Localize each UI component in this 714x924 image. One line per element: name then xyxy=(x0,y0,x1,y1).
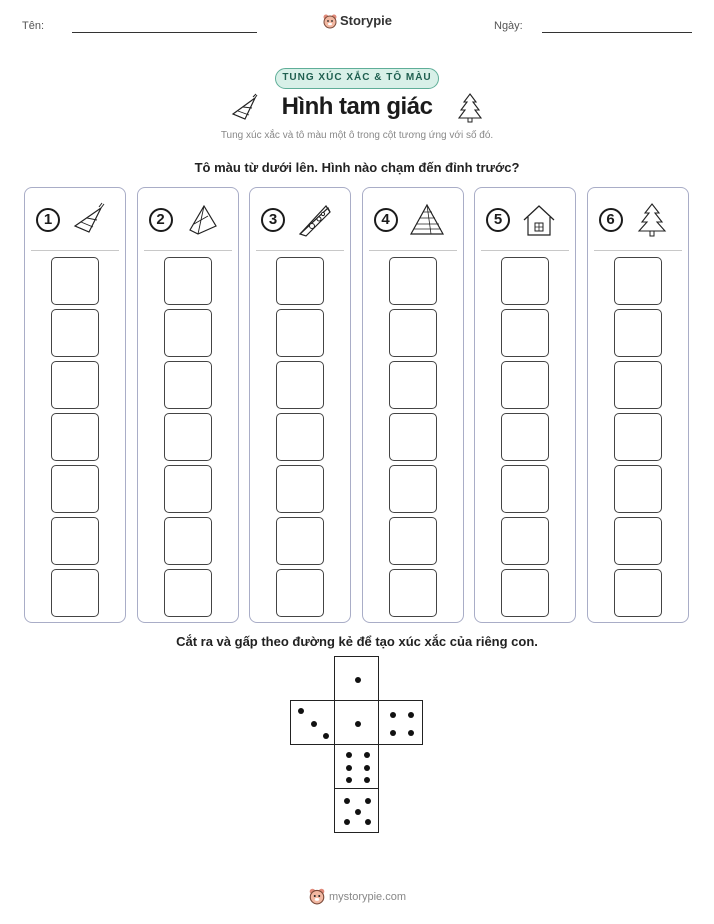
column-number: 3 xyxy=(261,208,285,232)
brand-logo xyxy=(0,13,714,29)
color-box[interactable] xyxy=(276,361,324,409)
color-box[interactable] xyxy=(389,413,437,461)
dice-pip xyxy=(298,708,304,714)
dice-pip xyxy=(355,809,361,815)
column-number: 1 xyxy=(36,208,60,232)
dice-pip xyxy=(311,721,317,727)
color-box[interactable] xyxy=(389,309,437,357)
color-box[interactable] xyxy=(51,465,99,513)
color-box[interactable] xyxy=(276,413,324,461)
column-number: 5 xyxy=(486,208,510,232)
color-box[interactable] xyxy=(614,309,662,357)
column-4 xyxy=(362,187,464,623)
napkin-icon xyxy=(184,202,220,243)
bear-mascot-icon xyxy=(322,13,338,29)
color-box[interactable] xyxy=(164,465,212,513)
color-box[interactable] xyxy=(276,309,324,357)
color-box[interactable] xyxy=(51,257,99,305)
brand-name: Storypie xyxy=(339,13,392,28)
color-box[interactable] xyxy=(614,569,662,617)
kite-icon xyxy=(71,202,107,243)
color-box[interactable] xyxy=(501,465,549,513)
dice-face xyxy=(334,788,379,833)
footer-url: mystorypie.com xyxy=(328,891,407,903)
color-box[interactable] xyxy=(501,257,549,305)
pizza-slice-icon xyxy=(296,202,332,243)
house-icon xyxy=(521,202,557,243)
color-box[interactable] xyxy=(51,413,99,461)
color-box[interactable] xyxy=(501,517,549,565)
dice-face xyxy=(334,700,379,745)
dice-face xyxy=(290,700,335,745)
column-2 xyxy=(137,187,239,623)
color-box[interactable] xyxy=(389,361,437,409)
dice-pip xyxy=(390,712,396,718)
activity-badge: TUNG XÚC XẮC & TÔ MÀU xyxy=(275,68,439,89)
pyramid-icon xyxy=(409,202,445,243)
bear-mascot-icon xyxy=(308,887,326,905)
color-box[interactable] xyxy=(614,517,662,565)
color-box[interactable] xyxy=(51,361,99,409)
color-box[interactable] xyxy=(164,413,212,461)
dice-pip xyxy=(323,733,329,739)
dice-instruction: Cắt ra và gấp theo đường kẻ để tạo xúc xắc của riêng con. xyxy=(176,634,538,649)
date-label: Ngày: xyxy=(494,20,523,32)
color-box[interactable] xyxy=(389,257,437,305)
column-number: 2 xyxy=(149,208,173,232)
dice-pip xyxy=(364,765,370,771)
column-5 xyxy=(474,187,576,623)
column-divider xyxy=(144,250,232,251)
column-divider xyxy=(256,250,344,251)
color-box[interactable] xyxy=(614,465,662,513)
color-box[interactable] xyxy=(614,257,662,305)
color-box[interactable] xyxy=(164,517,212,565)
color-box[interactable] xyxy=(164,309,212,357)
page-title: Hình tam giác xyxy=(281,93,433,120)
color-box[interactable] xyxy=(389,465,437,513)
subtitle: Tung xúc xắc và tô màu một ô trong cột tương ứng với số đó. xyxy=(220,130,494,141)
color-box[interactable] xyxy=(389,569,437,617)
color-box[interactable] xyxy=(501,569,549,617)
color-box[interactable] xyxy=(276,517,324,565)
color-box[interactable] xyxy=(51,517,99,565)
name-line xyxy=(72,32,257,33)
dice-pip xyxy=(344,798,350,804)
dice-pip xyxy=(365,819,371,825)
dice-pip xyxy=(365,798,371,804)
pine-tree-icon xyxy=(456,92,484,124)
color-box[interactable] xyxy=(164,569,212,617)
column-1 xyxy=(24,187,126,623)
color-box[interactable] xyxy=(51,309,99,357)
color-box[interactable] xyxy=(51,569,99,617)
dice-pip xyxy=(364,752,370,758)
column-number: 4 xyxy=(374,208,398,232)
dice-pip xyxy=(364,777,370,783)
dice-face xyxy=(334,744,379,789)
column-divider xyxy=(481,250,569,251)
date-line xyxy=(542,32,692,33)
column-3 xyxy=(249,187,351,623)
dice-pip xyxy=(346,777,352,783)
dice-pip xyxy=(355,677,361,683)
dice-pip xyxy=(346,752,352,758)
color-box[interactable] xyxy=(276,257,324,305)
color-box[interactable] xyxy=(389,517,437,565)
dice-pip xyxy=(408,730,414,736)
column-divider xyxy=(369,250,457,251)
color-box[interactable] xyxy=(501,413,549,461)
color-box[interactable] xyxy=(276,465,324,513)
color-box[interactable] xyxy=(276,569,324,617)
color-box[interactable] xyxy=(164,361,212,409)
dice-face xyxy=(378,700,423,745)
color-box[interactable] xyxy=(164,257,212,305)
pine-tree-icon xyxy=(634,202,670,243)
color-box[interactable] xyxy=(614,413,662,461)
color-box[interactable] xyxy=(501,309,549,357)
name-label: Tên: xyxy=(22,20,45,32)
question: Tô màu từ dưới lên. Hình nào chạm đến đỉnh trước? xyxy=(194,160,520,175)
footer xyxy=(0,887,714,905)
dice-pip xyxy=(408,712,414,718)
dice-pip xyxy=(390,730,396,736)
dice-pip xyxy=(344,819,350,825)
column-divider xyxy=(31,250,119,251)
dice-pip xyxy=(346,765,352,771)
column-number: 6 xyxy=(599,208,623,232)
column-6 xyxy=(587,187,689,623)
column-divider xyxy=(594,250,682,251)
color-box[interactable] xyxy=(501,361,549,409)
dice-pip xyxy=(355,721,361,727)
dice-face xyxy=(334,656,379,701)
color-box[interactable] xyxy=(614,361,662,409)
